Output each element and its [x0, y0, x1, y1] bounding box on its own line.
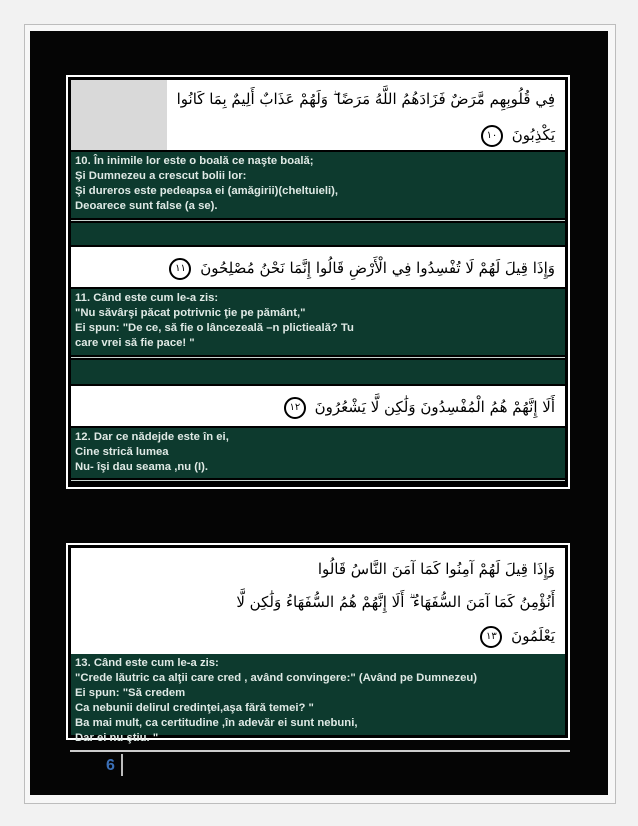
arabic-verse-13 [71, 548, 565, 654]
arabic-line: فِي قُلُوبِهِم مَّرَضٌ فَزَادَهُمُ اللَّهُ مَرَضًا ۖ وَلَهُمْ عَذَابٌ أَلِيمٌ بِمَا كَانُوا [176, 90, 555, 108]
arabic-text: أَلَا إِنَّهُمْ هُمُ الْمُفْسِدُونَ وَلَٰكِن لَّا يَشْعُرُونَ [314, 398, 555, 416]
arabic-line: وَإِذَا قِيلَ لَهُمْ آمِنُوا كَمَا آمَنَ النَّاسُ قَالُوا [317, 560, 555, 578]
translation-verse-11: 11. Când este cum le-a zis: "Nu săvârşi păcat potrivnic ţie pe pământ," Ei spun: "De ce, să fie o lâncezeală –n plictieală? Tu care vrei să fie pace! " [71, 289, 565, 355]
arabic-line [71, 626, 565, 648]
arabic-verse-11 [71, 247, 565, 287]
divider [71, 357, 565, 358]
arabic-line [167, 125, 565, 147]
divider [71, 480, 565, 481]
verse-number-marker: ١٠ [481, 125, 503, 147]
verse-number-marker: ١١ [169, 258, 191, 280]
arabic-line [71, 258, 565, 280]
translation-verse-10: 10. În inimile lor este o boală ce naşte boală; Şi Dumnezeu a crescut bolii lor: Şi dureros este pedeapsa ei (amăgirii)(cheltuieli), Deoarece sunt false (a se). [71, 152, 565, 218]
verse-number-marker: ١٢ [284, 397, 306, 419]
verse-number-marker: ١٣ [480, 626, 502, 648]
arabic-verse-12 [71, 386, 565, 426]
arabic-line [71, 397, 565, 419]
arabic-text: وَإِذَا قِيلَ لَهُمْ لَا تُفْسِدُوا فِي الْأَرْضِ قَالُوا إِنَّمَا نَحْنُ مُصْلِحُونَ [200, 259, 555, 277]
arabic-verse-10 [167, 80, 565, 150]
verse-block-2 [66, 543, 570, 744]
translation-verse-13: 13. Când este cum le-a zis: "Crede lăutric ca alţii care cred , având convingere:" (Având pe Dumnezeu) Ei spun: "Să credem Ca nebunii delirul credinţei,aşa fără temei? " Ba mai mult, ca certitudine ,în adevăr ei sunt nebuni, Dar ei nu ştiu. " [71, 654, 565, 735]
translation-verse-12: 12. Dar ce nădejde este în ei, Cine strică lumea Nu- îşi dau seama ,nu (I). [71, 428, 565, 478]
spacer-band [71, 223, 565, 245]
divider [71, 220, 565, 221]
footer-rule [70, 750, 570, 752]
grey-corner [71, 80, 167, 150]
page-number: 6 [106, 757, 115, 774]
verse-block-1 [66, 75, 570, 489]
page-number-separator [121, 754, 123, 776]
arabic-word: يَكْذِبُونَ [511, 126, 555, 144]
arabic-word: يَعْلَمُونَ [511, 627, 555, 645]
arabic-line: أَنُؤْمِنُ كَمَا آمَنَ السُّفَهَاءُ ۗ أَلَا إِنَّهُمْ هُمُ السُّفَهَاءُ وَلَٰكِن لَّا [236, 593, 555, 611]
spacer-band [71, 360, 565, 384]
